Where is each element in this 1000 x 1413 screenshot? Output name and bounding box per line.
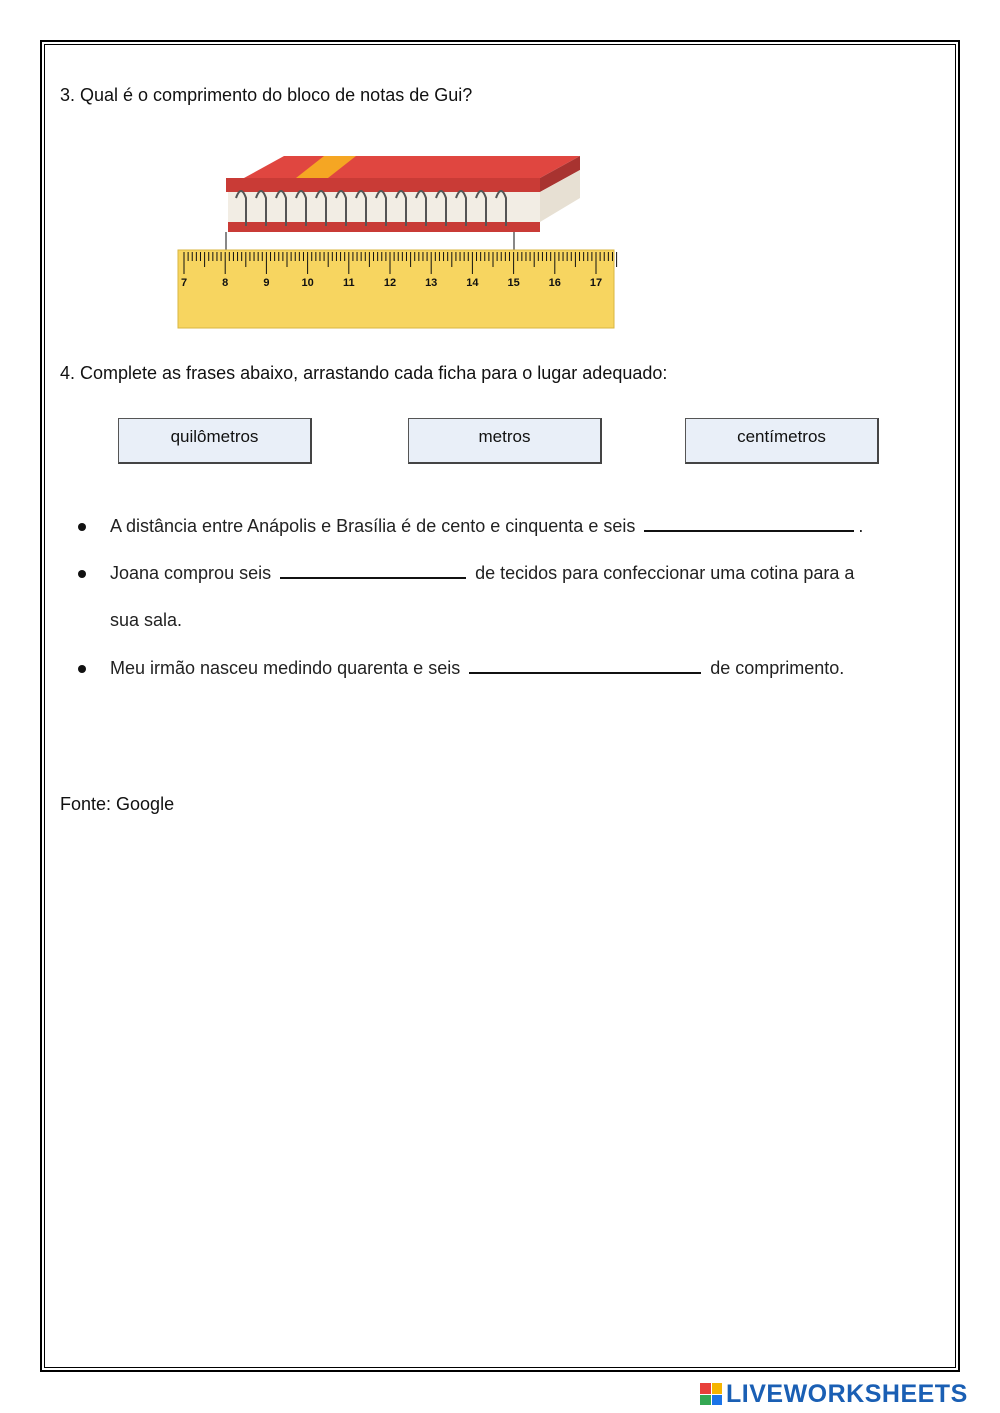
ruler-number: 8	[222, 277, 229, 289]
chip-quilometros[interactable]: quilômetros	[118, 418, 312, 464]
sentence-2	[110, 563, 854, 584]
ruler-number: 7	[180, 277, 188, 289]
sentence-3-text: Meu irmão nasceu medindo quarenta e seis	[110, 658, 461, 678]
sentence-1-end: .	[858, 516, 864, 536]
drop-target-3[interactable]	[469, 658, 701, 674]
sentence-3	[110, 658, 844, 679]
sentence-2-continuation: sua sala.	[110, 610, 183, 630]
ruler-number: 14	[466, 277, 479, 289]
ruler-body	[178, 250, 614, 328]
sentence-1	[110, 516, 863, 537]
notebook-cover-top	[244, 156, 580, 178]
logo-icon	[700, 1383, 722, 1405]
ruler-number: 12	[383, 277, 397, 289]
sentence-2-text: Joana comprou seis	[110, 563, 272, 583]
notebook-back-cover	[228, 222, 540, 232]
liveworksheets-logo[interactable]	[700, 1380, 968, 1408]
notebook-ruler-image	[176, 138, 636, 333]
chip-centimetros[interactable]: centímetros	[685, 418, 879, 464]
question-3: 3. Qual é o comprimento do bloco de notas de Gui?	[60, 85, 473, 105]
ruler-number: 11	[342, 277, 355, 289]
ruler-number: 9	[263, 277, 270, 289]
ruler-number: 13	[425, 277, 438, 289]
notebook-cover-front	[226, 178, 540, 192]
logo-text: LIVEWORKSHEETS	[726, 1379, 968, 1408]
ruler-number: 15	[507, 277, 520, 289]
bullet-1	[78, 523, 86, 531]
sentence-2-end: de tecidos para confeccionar uma cotina para a	[475, 563, 855, 583]
sentence-1-text: A distância entre Anápolis e Brasília é de cento e cinquenta e seis	[110, 516, 636, 536]
bullet-2	[78, 570, 86, 578]
chip-metros[interactable]: metros	[408, 418, 602, 464]
ruler-number: 10	[301, 277, 314, 289]
drop-target-2[interactable]	[280, 563, 466, 579]
source-credit: Fonte: Google	[60, 794, 175, 814]
drop-target-1[interactable]	[644, 516, 854, 532]
sentence-3-end: de comprimento.	[710, 658, 845, 678]
notebook-pages	[228, 192, 540, 222]
ruler-number: 17	[589, 277, 603, 289]
bullet-3	[78, 665, 86, 673]
question-4: 4. Complete as frases abaixo, arrastando cada ficha para o lugar adequado:	[60, 363, 668, 383]
ruler-number: 16	[548, 277, 561, 289]
